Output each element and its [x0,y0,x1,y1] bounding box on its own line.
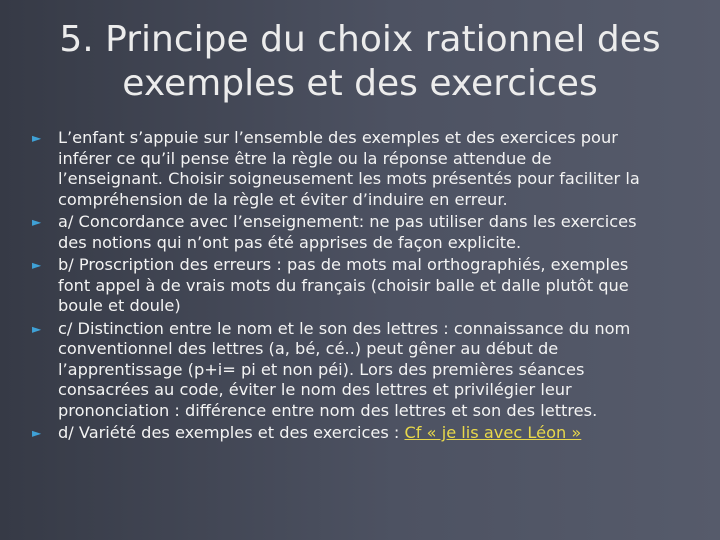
bullet-line [58,423,712,444]
bullet-line: font appel à de vrais mots du français (choisir balle et dalle plutôt que [58,275,629,295]
bullet-item-variete [30,423,712,444]
bullet-item-distinction [30,319,712,422]
bullet-line: prononciation : différence entre nom des lettres et son des lettres. [58,400,598,420]
bullet-text: d/ Variété des exemples et des exercices : [58,423,405,442]
bullet-line: boule et doule) [58,296,181,315]
bullet-list [30,128,712,446]
bullet-line: consacrées au code, éviter le nom des lettres et privilégier leur [58,380,572,399]
triangle-right-icon: ► [32,131,42,145]
slide-title [30,18,690,106]
bullet-line: l’enseignant. Choisir soigneusement les mots présentés pour faciliter la [58,169,640,188]
bullet-line: conventionnel des lettres (a, bé, cé..) peut gêner au début de [58,339,559,358]
bullet-line: L’enfant s’appuie sur l’ensemble des exemples et des exercices pour [58,128,618,147]
bullet-line: l’apprentissage (p+i= pi et non péi). Lors des premières séances [58,359,585,379]
bullet-line: compréhension de la règle et éviter d’induire en erreur. [58,189,508,209]
title-line-2: exemples et des exercices [122,63,598,104]
bullet-item-inference [30,128,712,210]
bullet-item-proscription [30,255,712,317]
triangle-right-icon: ► [32,426,42,440]
bullet-line: a/ Concordance avec l’enseignement: ne pas utiliser dans les exercices [58,212,637,231]
bullet-item-concordance [30,212,712,253]
triangle-right-icon: ► [32,258,42,272]
triangle-right-icon: ► [32,321,42,336]
title-line-1: 5. Principe du choix rationnel des [59,19,661,60]
triangle-right-icon: ► [32,215,42,229]
bullet-line: c/ Distinction entre le nom et le son des lettres : connaissance du nom [58,318,631,338]
bullet-line: b/ Proscription des erreurs : pas de mots mal orthographiés, exemples [58,255,629,274]
bullet-line: inférer ce qu’il pense être la règle ou la réponse attendue de [58,148,552,168]
bullet-line: des notions qui n’ont pas été apprises de façon explicite. [58,232,522,252]
leon-reference-link[interactable]: Cf « je lis avec Léon » [404,423,582,442]
